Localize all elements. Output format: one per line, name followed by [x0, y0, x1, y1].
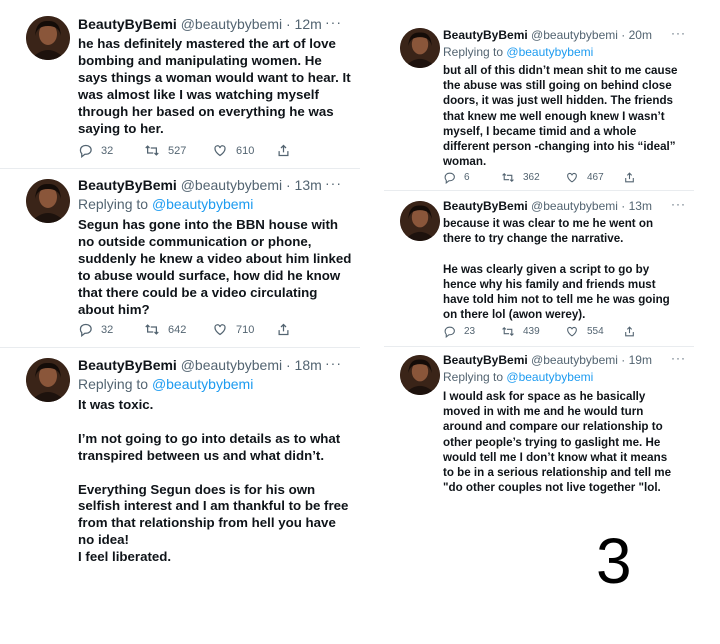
timestamp[interactable]: · 13m: [621, 199, 652, 213]
like-count: 610: [236, 144, 255, 157]
heart-icon: [212, 143, 228, 158]
share-button[interactable]: [276, 322, 291, 337]
more-options-icon[interactable]: ···: [325, 14, 342, 30]
reply-icon: [78, 322, 93, 337]
tweet-text: he has definitely mastered the art of love bombing and manipulating women. He says things a woman would want to hear. It was almost like I was watching myself through her based on everything he was saying to her.: [78, 36, 351, 136]
replying-to-label: Replying to: [443, 45, 504, 59]
display-name[interactable]: BeautyByBemi: [78, 357, 177, 373]
tweet-card[interactable]: [0, 10, 360, 169]
replying-to-handle[interactable]: @beautybybemi: [151, 376, 254, 392]
tweet-text: I would ask for space as he basically moved in with me and he would turn around and compare our relationship to other people’s trying to gaslight me. He would tell me I don’t know what it means to be in a serious relationship and tell me "do other couples not live together "lol.: [443, 390, 672, 495]
tweet-header: [443, 28, 652, 42]
like-count: 467: [587, 172, 604, 183]
replying-to: [443, 45, 593, 59]
reply-button[interactable]: [443, 171, 501, 184]
tweet-card[interactable]: [384, 18, 694, 191]
reply-icon: [443, 325, 456, 338]
more-options-icon[interactable]: ···: [671, 351, 686, 365]
avatar[interactable]: [400, 355, 440, 395]
reply-button[interactable]: [78, 322, 144, 337]
reply-count: 32: [101, 144, 114, 157]
tweet-actions: [78, 143, 291, 158]
retweet-count: 642: [168, 323, 187, 336]
more-options-icon[interactable]: ···: [671, 197, 686, 211]
retweet-count: 439: [523, 326, 540, 337]
replying-to: [78, 196, 253, 212]
display-name[interactable]: BeautyByBemi: [443, 353, 528, 367]
tweet-text: Segun has gone into the BBN house with no outside communication or phone, suddenly he knew a video about him linked to abuse would surface, how did he know that there could be a video circulating about him?: [78, 217, 352, 317]
replying-to-handle[interactable]: @beautybybemi: [151, 196, 254, 212]
avatar[interactable]: [400, 28, 440, 68]
tweet-header: [78, 177, 322, 193]
timestamp[interactable]: · 20m: [621, 28, 652, 42]
heart-icon: [212, 322, 228, 337]
reply-icon: [443, 171, 456, 184]
retweet-button[interactable]: [144, 143, 212, 158]
avatar[interactable]: [26, 179, 70, 223]
share-button[interactable]: [276, 143, 291, 158]
avatar[interactable]: [26, 358, 70, 402]
share-icon: [623, 325, 636, 338]
retweet-button[interactable]: [501, 171, 565, 184]
user-handle[interactable]: @beautybybemi: [180, 357, 283, 373]
like-button[interactable]: [565, 325, 623, 338]
timestamp[interactable]: · 13m: [286, 177, 322, 193]
share-button[interactable]: [623, 325, 636, 338]
timestamp[interactable]: · 18m: [286, 357, 322, 373]
retweet-count: 362: [523, 172, 540, 183]
heart-icon: [565, 171, 579, 184]
tweet-actions: [443, 325, 636, 338]
timestamp[interactable]: · 12m: [286, 16, 322, 32]
display-name[interactable]: BeautyByBemi: [78, 16, 177, 32]
tweet-header: [443, 199, 652, 213]
user-handle[interactable]: @beautybybemi: [180, 177, 283, 193]
reply-count: 32: [101, 323, 114, 336]
display-name[interactable]: BeautyByBemi: [443, 199, 528, 213]
reply-icon: [78, 143, 93, 158]
retweet-icon: [501, 325, 515, 338]
replying-to: [78, 376, 253, 392]
avatar[interactable]: [26, 16, 70, 60]
tweet-card[interactable]: [0, 348, 360, 578]
share-icon: [276, 322, 291, 337]
retweet-count: 527: [168, 144, 187, 157]
user-handle[interactable]: @beautybybemi: [531, 28, 618, 42]
tweet-text: because it was clear to me he went on there to try change the narrative. He was clearly given a script to go by hence why his family and friends must have told him not to tell me he was going on there lol (awon werey).: [443, 217, 670, 322]
tweet-card[interactable]: [384, 347, 694, 507]
user-handle[interactable]: @beautybybemi: [531, 199, 618, 213]
more-options-icon[interactable]: ···: [671, 26, 686, 40]
tweet-text: but all of this didn’t mean shit to me cause the abuse was still going on behind close doors, it was just well hidden. The friends that knew me well enough knew I wasn’t myself, I became timid and a whole different person -changing into his “ideal” woman.: [443, 64, 678, 169]
avatar[interactable]: [400, 201, 440, 241]
like-count: 554: [587, 326, 604, 337]
replying-to-label: Replying to: [443, 370, 504, 384]
timestamp[interactable]: · 19m: [621, 353, 652, 367]
replying-to-label: Replying to: [78, 376, 149, 392]
retweet-icon: [501, 171, 515, 184]
share-icon: [276, 143, 291, 158]
share-icon: [623, 171, 636, 184]
replying-to-handle[interactable]: @beautybybemi: [506, 370, 594, 384]
display-name[interactable]: BeautyByBemi: [443, 28, 528, 42]
like-button[interactable]: [565, 171, 623, 184]
tweet-text: It was toxic. I’m not going to go into details as to what transpired between us and what didn’t. Everything Segun does is for his own selfish interest and I am thankful to be free from that relationship from hell you have no idea! I feel liberated.: [78, 397, 349, 565]
replying-to-label: Replying to: [78, 196, 149, 212]
like-button[interactable]: [212, 322, 276, 337]
tweet-actions: [443, 171, 636, 184]
retweet-icon: [144, 322, 160, 337]
tweet-header: [78, 357, 322, 373]
more-options-icon[interactable]: ···: [325, 175, 342, 191]
tweet-card[interactable]: [0, 169, 360, 348]
reply-count: 23: [464, 326, 476, 337]
tweet-header: [78, 16, 322, 32]
retweet-button[interactable]: [144, 322, 212, 337]
reply-button[interactable]: [78, 143, 144, 158]
replying-to: [443, 370, 593, 384]
heart-icon: [565, 325, 579, 338]
like-button[interactable]: [212, 143, 276, 158]
retweet-button[interactable]: [501, 325, 565, 338]
user-handle[interactable]: @beautybybemi: [531, 353, 618, 367]
replying-to-handle[interactable]: @beautybybemi: [506, 45, 594, 59]
tweet-card[interactable]: [384, 191, 694, 347]
like-count: 710: [236, 323, 255, 336]
display-name[interactable]: BeautyByBemi: [78, 177, 177, 193]
more-options-icon[interactable]: ···: [325, 355, 342, 371]
user-handle[interactable]: @beautybybemi: [180, 16, 283, 32]
share-button[interactable]: [623, 171, 636, 184]
retweet-icon: [144, 143, 160, 158]
reply-button[interactable]: [443, 325, 501, 338]
reply-count: 6: [464, 172, 470, 183]
tweet-actions: [78, 322, 291, 337]
tweet-header: [443, 353, 652, 367]
page-number: 3: [596, 525, 632, 597]
